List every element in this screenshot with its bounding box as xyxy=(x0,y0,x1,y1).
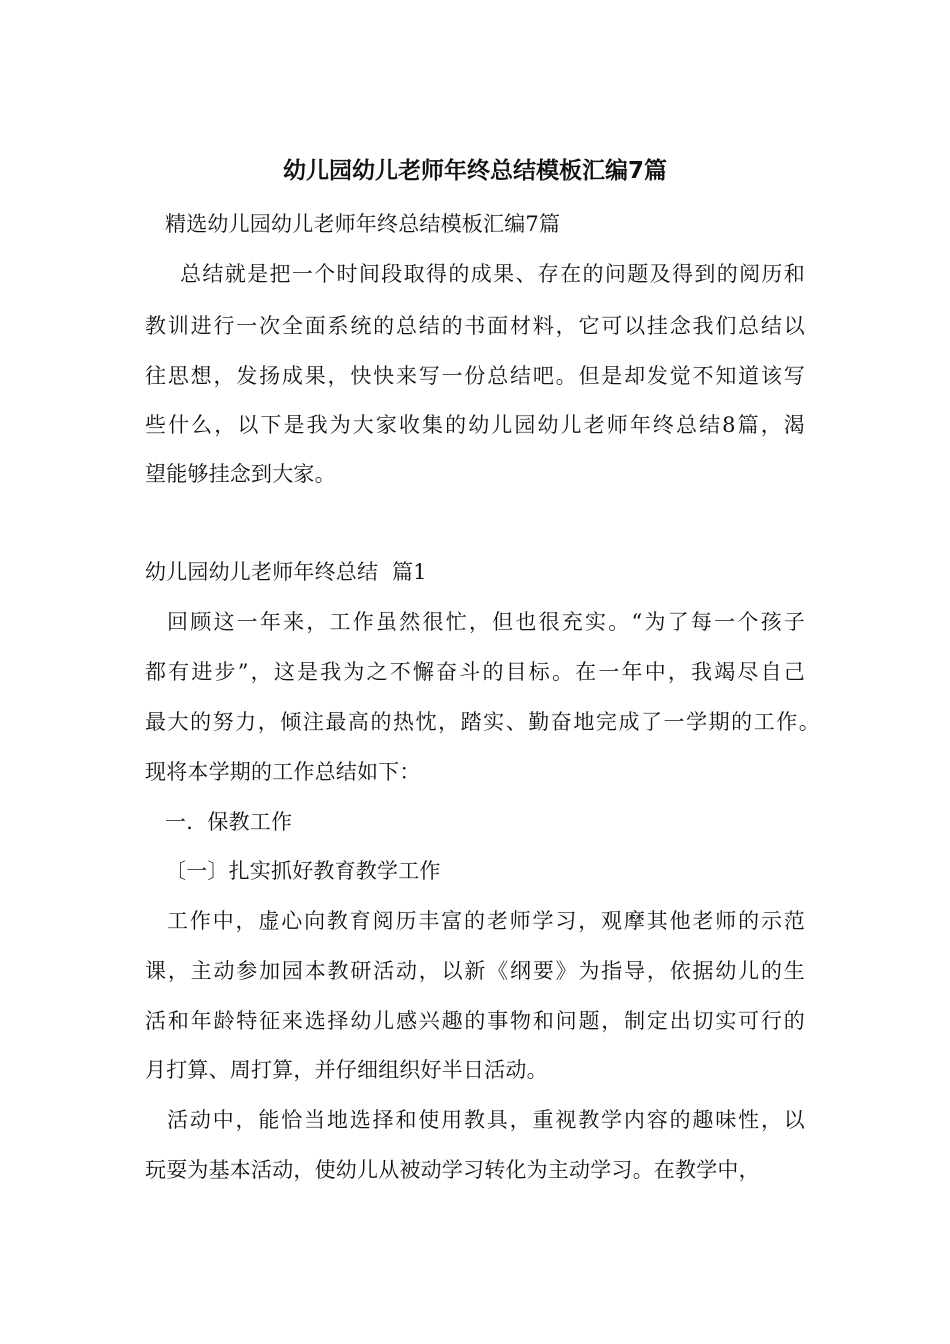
paragraph-line: 都有进步”，这是我为之不懈奋斗的目标。在一年中，我竭尽自己 xyxy=(145,660,805,684)
document-subtitle: 精选幼儿园幼儿老师年终总结模板汇编7篇 xyxy=(165,212,561,236)
paragraph-line: 月打算、周打算，并仔细组织好半日活动。 xyxy=(145,1058,548,1082)
paragraph-line: 课，主动参加园本教研活动，以新《纲要》为指导，依据幼儿的生 xyxy=(145,959,805,983)
paragraph-line: 玩耍为基本活动，使幼儿从被动学习转化为主动学习。在教学中， xyxy=(145,1158,760,1182)
paragraph-line: 活和年龄特征来选择幼儿感兴趣的事物和问题，制定出切实可行的 xyxy=(145,1009,805,1033)
intro-line: 望能够挂念到大家。 xyxy=(145,462,336,486)
intro-line: 往思想，发扬成果，快快来写一份总结吧。但是却发觉不知道该写 xyxy=(145,364,805,388)
paragraph-line: 回顾这一年来，工作虽然很忙，但也很充实。“为了每一个孩子 xyxy=(167,610,805,634)
heading-one: 一．保教工作 xyxy=(165,810,293,834)
intro-line: 些什么，以下是我为大家收集的幼儿园幼儿老师年终总结8篇，渴 xyxy=(145,413,805,437)
paragraph-line: 最大的努力，倾注最高的热忱，踏实、勤奋地完成了一学期的工作。 xyxy=(145,710,820,734)
intro-line: 总结就是把一个时间段取得的成果、存在的问题及得到的阅历和 xyxy=(180,262,805,286)
subheading-one: 〔一〕扎实抓好教育教学工作 xyxy=(165,859,441,883)
section-heading: 幼儿园幼儿老师年终总结 篇1 xyxy=(145,560,427,584)
paragraph-line: 现将本学期的工作总结如下： xyxy=(145,760,421,784)
paragraph-line: 活动中，能恰当地选择和使用教具，重视教学内容的趣味性，以 xyxy=(167,1108,805,1132)
paragraph-line: 工作中，虚心向教育阅历丰富的老师学习，观摩其他老师的示范 xyxy=(167,909,805,933)
document-title: 幼儿园幼儿老师年终总结模板汇编7篇 xyxy=(282,158,667,184)
intro-line: 教训进行一次全面系统的总结的书面材料，它可以挂念我们总结以 xyxy=(145,314,805,338)
